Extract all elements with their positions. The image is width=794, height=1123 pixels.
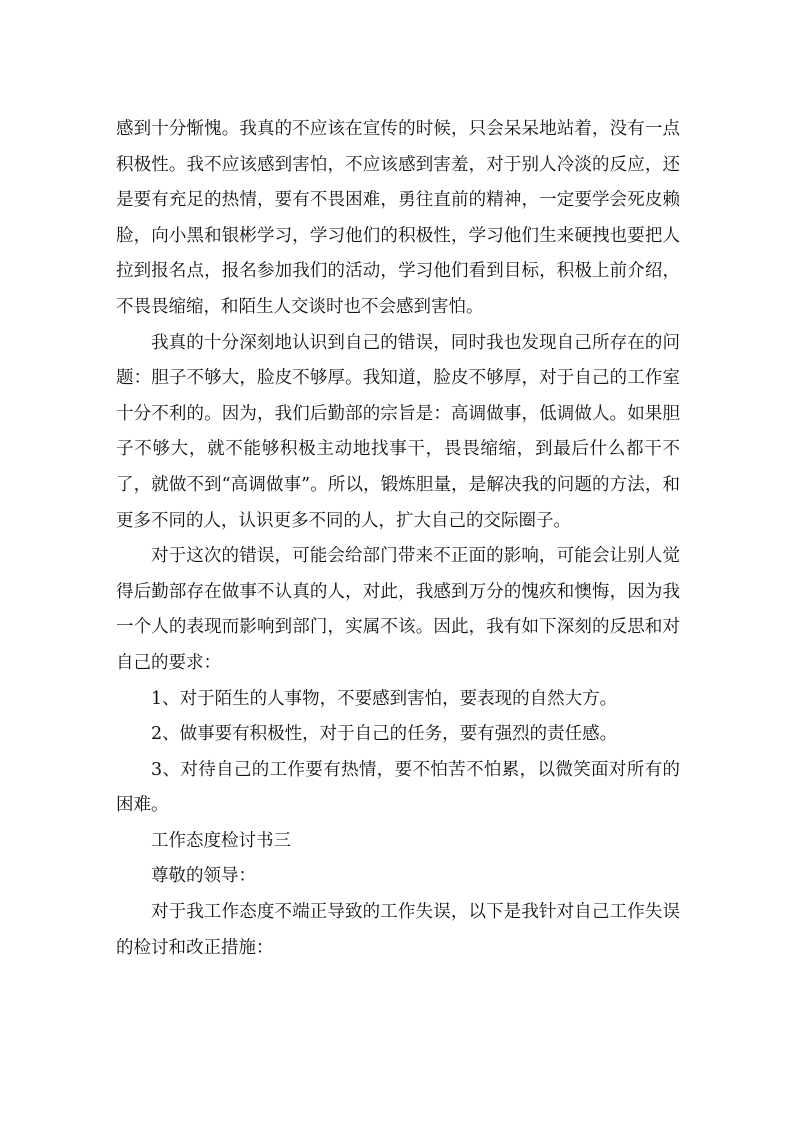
section-title: 工作态度检讨书三 bbox=[151, 830, 291, 851]
paragraph-impact: 对于这次的错误，可能会给部门带来不正面的影响，可能会让别人觉得后勤部存在做事不认真的人，对此，我感到万分的愧疚和懊悔，因为我一个人的表现而影响到部门，实属不该。因此，我有如下深刻的反思和对自己的要求： bbox=[116, 546, 680, 673]
list-item-1: 1、对于陌生的人事物，不要感到害怕，要表现的自然大方。 bbox=[151, 688, 618, 709]
list-item-2: 2、做事要有积极性，对于自己的任务，要有强烈的责任感。 bbox=[151, 724, 618, 745]
list-item-3: 3、对待自己的工作要有热情，要不怕苦不怕累，以微笑面对所有的困难。 bbox=[116, 759, 680, 816]
salutation: 尊敬的领导： bbox=[151, 866, 256, 887]
paragraph-self-reflection: 我真的十分深刻地认识到自己的错误，同时我也发现自己所存在的问题：胆子不够大，脸皮不够厚。我知道，脸皮不够厚，对于自己的工作室十分不利的。因为，我们后勤部的宗旨是：高调做事，低调做人。如果胆子不够大，就不能够积极主动地找事干，畏畏缩缩，到最后什么都干不了，就做不到“高调做事”。所以，锻炼胆量，是解决我的问题的方法，和更多不同的人，认识更多不同的人，扩大自己的交际圈子。 bbox=[116, 332, 680, 531]
paragraph-intro: 对于我工作态度不端正导致的工作失误，以下是我针对自己工作失误的检讨和改正措施： bbox=[116, 902, 680, 958]
document-body bbox=[116, 112, 680, 966]
paragraph-continuation: 感到十分惭愧。我真的不应该在宣传的时候，只会呆呆地站着，没有一点积极性。我不应该感到害怕，不应该感到害羞，对于别人冷淡的反应，还是要有充足的热情，要有不畏困难，勇往直前的精神，一定要学会死皮赖脸，向小黑和银彬学习，学习他们的积极性，学习他们生来硬拽也要把人拉到报名点，报名参加我们的活动，学习他们看到目标，积极上前介绍，不畏畏缩缩，和陌生人交谈时也不会感到害怕。 bbox=[116, 119, 680, 317]
